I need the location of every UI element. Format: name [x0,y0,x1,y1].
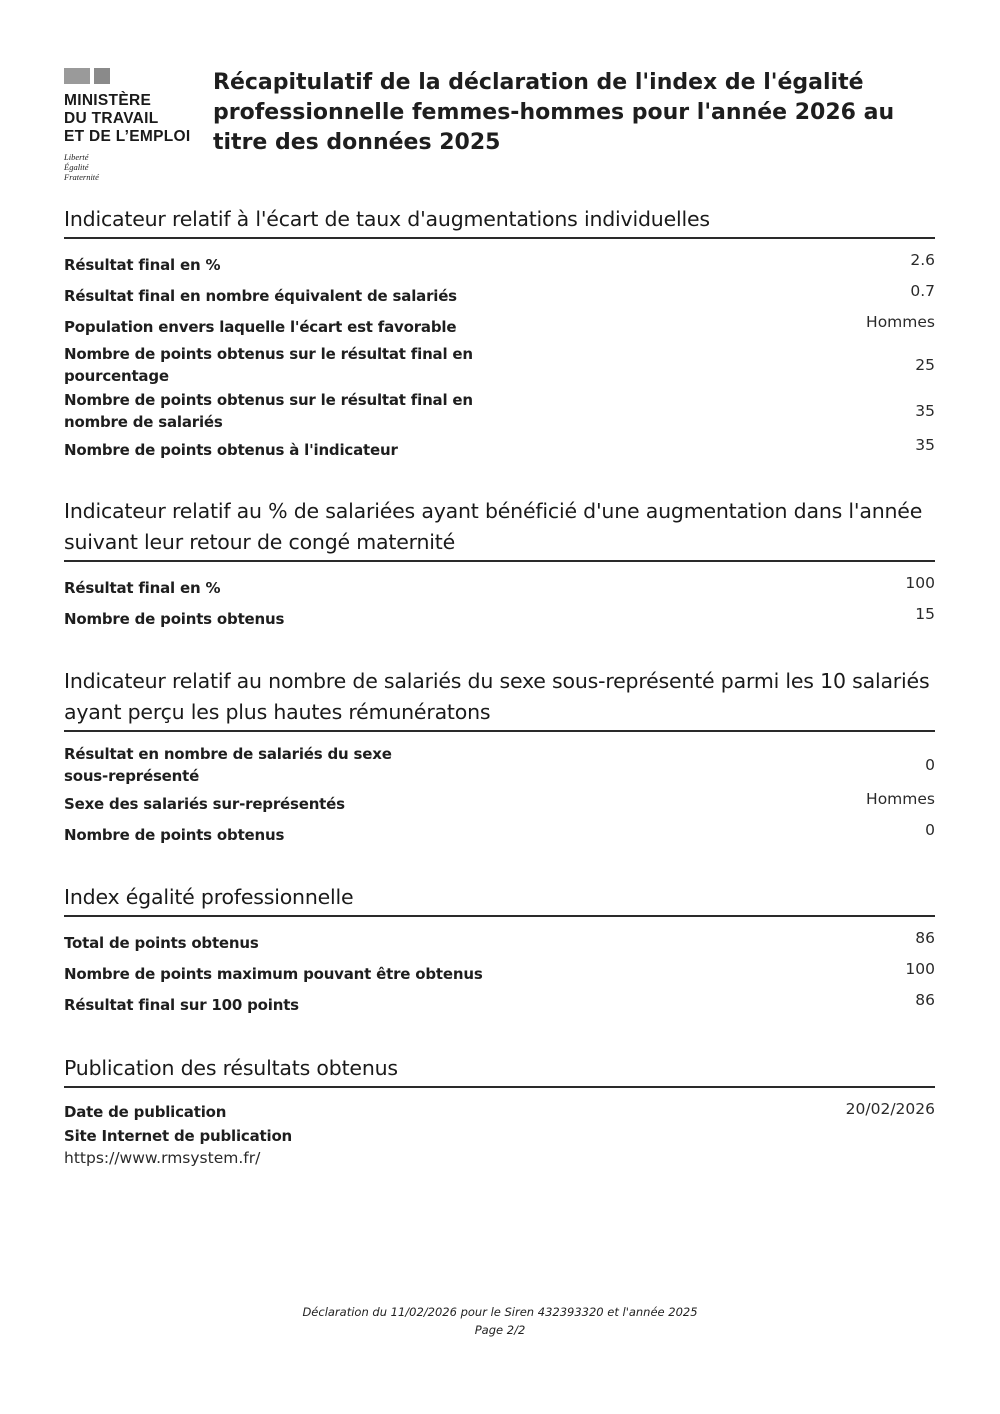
publication-date: 20/02/2026 [845,1100,935,1118]
section-rows [64,742,935,850]
row-value: 0.7 [910,282,935,300]
publication-website-link[interactable]: https://www.rmsystem.fr/ [64,1149,261,1167]
motto-line: Liberté [64,152,89,162]
ministry-logo [64,68,204,182]
row-value: 15 [915,605,935,623]
data-row [64,958,935,989]
data-row [64,989,935,1020]
data-row [64,819,935,850]
data-row [64,280,935,311]
data-row [64,1125,935,1169]
row-label: Nombre de points obtenus [64,825,285,844]
section-rows [64,1098,935,1169]
data-row [64,788,935,819]
data-row [64,742,935,788]
row-value: Hommes [866,313,935,331]
row-value: 86 [915,929,935,947]
data-row [64,342,935,388]
page-footer [0,1303,1000,1339]
row-label: Résultat final sur 100 points [64,995,299,1014]
document-title: Récapitulatif de la déclaration de l'index de l'égalité professionnelle femmes-hommes pour l'année 2026 au titre des données 2025 [213,70,895,155]
row-label: Nombre de points obtenus [64,609,285,628]
row-value: 100 [905,960,935,978]
row-label: Résultat en nombre de salariés du sexe sous-représenté [64,745,392,785]
motto-line: Fraternité [64,172,99,182]
section-maternity-leave-increase [64,496,935,634]
data-row [64,603,935,634]
row-label: Population envers laquelle l'écart est favorable [64,317,457,336]
ministry-name-line: ET DE L’EMPLOI [64,128,191,145]
section-title: Index égalité professionnelle [64,882,935,917]
data-row [64,434,935,465]
row-label: Nombre de points obtenus sur le résultat final en pourcentage [64,345,473,385]
row-label: Nombre de points maximum pouvant être obtenus [64,964,483,983]
republic-motto [64,152,204,182]
section-title: Indicateur relatif au % de salariées ayant bénéficié d'une augmentation dans l'année suivant leur retour de congé maternité [64,496,935,562]
row-label: Sexe des salariés sur-représentés [64,794,345,813]
section-equality-index [64,882,935,1020]
row-label: Nombre de points obtenus à l'indicateur [64,440,398,459]
section-rows [64,249,935,465]
marianne-emblem-icon [64,68,110,84]
row-label: Résultat final en nombre équivalent de salariés [64,286,457,305]
row-label: Date de publication [64,1102,227,1121]
ministry-name [64,92,204,146]
row-value: 86 [915,991,935,1009]
row-label: Résultat final en % [64,578,221,597]
section-title: Indicateur relatif au nombre de salariés du sexe sous-représenté parmi les 10 salariés ayant perçu les plus hautes rémunératons [64,666,935,732]
section-publication [64,1053,935,1169]
section-title: Publication des résultats obtenus [64,1053,935,1088]
data-row [64,1098,935,1125]
data-row [64,388,935,434]
section-rows [64,572,935,634]
data-row [64,249,935,280]
motto-line: Égalité [64,162,89,172]
data-row [64,572,935,603]
page-number: Page 2/2 [474,1323,526,1337]
section-title: Indicateur relatif à l'écart de taux d'augmentations individuelles [64,204,935,239]
section-salary-increase-gap [64,204,935,465]
row-value: 2.6 [910,251,935,269]
row-value: Hommes [866,790,935,808]
row-value: 100 [905,574,935,592]
row-value: 25 [915,356,935,374]
row-label: Site Internet de publication [64,1127,293,1145]
data-row [64,927,935,958]
row-value: 35 [915,436,935,454]
row-value: 0 [925,821,935,839]
row-value: 35 [915,402,935,420]
ministry-name-line: MINISTÈRE [64,92,152,109]
section-top-ten-earners [64,666,935,850]
row-label: Résultat final en % [64,255,221,274]
data-row [64,311,935,342]
row-label: Nombre de points obtenus sur le résultat final en nombre de salariés [64,391,473,431]
row-label: Total de points obtenus [64,933,259,952]
declaration-info: Déclaration du 11/02/2026 pour le Siren 432393320 et l'année 2025 [302,1305,698,1319]
row-value: 0 [925,756,935,774]
ministry-name-line: DU TRAVAIL [64,110,159,127]
section-rows [64,927,935,1020]
